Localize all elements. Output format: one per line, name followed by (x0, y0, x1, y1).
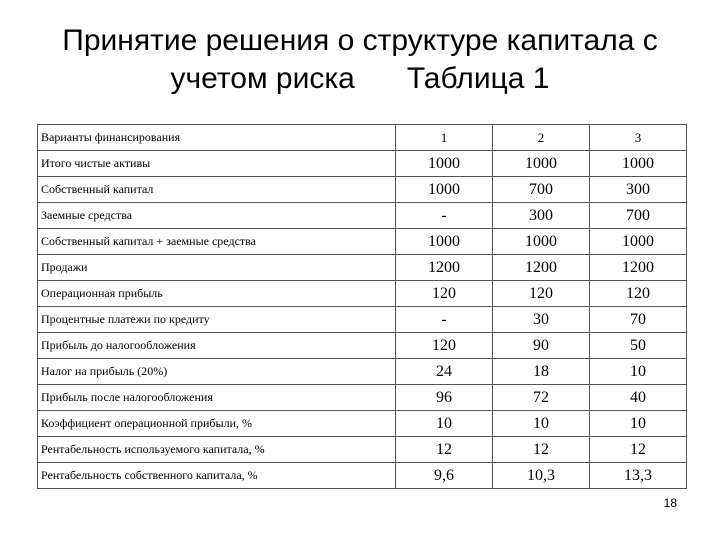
value-cell: 1000 (396, 177, 493, 203)
value-cell: 120 (396, 281, 493, 307)
value-cell: 10 (590, 359, 687, 385)
header-label-cell: Варианты финансирования (38, 125, 396, 151)
value-cell: 50 (590, 333, 687, 359)
value-cell: 12 (493, 437, 590, 463)
value-cell: 18 (493, 359, 590, 385)
value-cell: 1000 (590, 151, 687, 177)
page-number: 18 (663, 496, 677, 510)
value-cell: 1200 (493, 255, 590, 281)
row-label-cell: Прибыль после налогообложения (38, 385, 396, 411)
value-cell: - (396, 307, 493, 333)
table-row (38, 437, 687, 463)
row-label-cell: Коэффициент операционной прибыли, % (38, 411, 396, 437)
table-row (38, 281, 687, 307)
value-cell: 120 (590, 281, 687, 307)
table-row (38, 411, 687, 437)
value-cell: 10,3 (493, 463, 590, 489)
value-cell: 12 (590, 437, 687, 463)
value-cell: 13,3 (590, 463, 687, 489)
table-row (38, 203, 687, 229)
value-cell: 10 (396, 411, 493, 437)
value-cell: 72 (493, 385, 590, 411)
value-cell: 300 (493, 203, 590, 229)
row-label-cell: Прибыль до налогообложения (38, 333, 396, 359)
value-cell: 9,6 (396, 463, 493, 489)
row-label-cell: Собственный капитал + заемные средства (38, 229, 396, 255)
row-label-cell: Процентные платежи по кредиту (38, 307, 396, 333)
value-cell: - (396, 203, 493, 229)
row-label-cell: Продажи (38, 255, 396, 281)
value-cell: 90 (493, 333, 590, 359)
capital-structure-table (37, 124, 687, 489)
row-label-cell: Рентабельность собственного капитала, % (38, 463, 396, 489)
header-variant-cell: 1 (396, 125, 493, 151)
row-label-cell: Заемные средства (38, 203, 396, 229)
value-cell: 24 (396, 359, 493, 385)
value-cell: 1000 (493, 229, 590, 255)
table-row (38, 177, 687, 203)
value-cell: 70 (590, 307, 687, 333)
title-line-2 (0, 60, 720, 98)
slide-title (0, 22, 720, 98)
value-cell: 10 (493, 411, 590, 437)
title-line-1: Принятие решения о структуре капитала с (62, 24, 658, 57)
table-row (38, 463, 687, 489)
table-row (38, 229, 687, 255)
value-cell: 1000 (493, 151, 590, 177)
value-cell: 96 (396, 385, 493, 411)
header-variant-cell: 2 (493, 125, 590, 151)
table-row (38, 307, 687, 333)
value-cell: 700 (590, 203, 687, 229)
title-subject: учетом риска (170, 62, 355, 95)
value-cell: 120 (493, 281, 590, 307)
table-caption: Таблица 1 (406, 62, 550, 95)
value-cell: 120 (396, 333, 493, 359)
table-row (38, 255, 687, 281)
table-row (38, 359, 687, 385)
value-cell: 40 (590, 385, 687, 411)
row-label-cell: Налог на прибыль (20%) (38, 359, 396, 385)
value-cell: 30 (493, 307, 590, 333)
row-label-cell: Собственный капитал (38, 177, 396, 203)
row-label-cell: Операционная прибыль (38, 281, 396, 307)
row-label-cell: Итого чистые активы (38, 151, 396, 177)
table-row (38, 151, 687, 177)
table-header-row (38, 125, 687, 151)
value-cell: 1000 (396, 151, 493, 177)
value-cell: 1000 (590, 229, 687, 255)
value-cell: 10 (590, 411, 687, 437)
value-cell: 1000 (396, 229, 493, 255)
header-variant-cell: 3 (590, 125, 687, 151)
value-cell: 1200 (396, 255, 493, 281)
value-cell: 700 (493, 177, 590, 203)
value-cell: 300 (590, 177, 687, 203)
table-row (38, 333, 687, 359)
table-row (38, 385, 687, 411)
value-cell: 1200 (590, 255, 687, 281)
value-cell: 12 (396, 437, 493, 463)
row-label-cell: Рентабельность используемого капитала, % (38, 437, 396, 463)
